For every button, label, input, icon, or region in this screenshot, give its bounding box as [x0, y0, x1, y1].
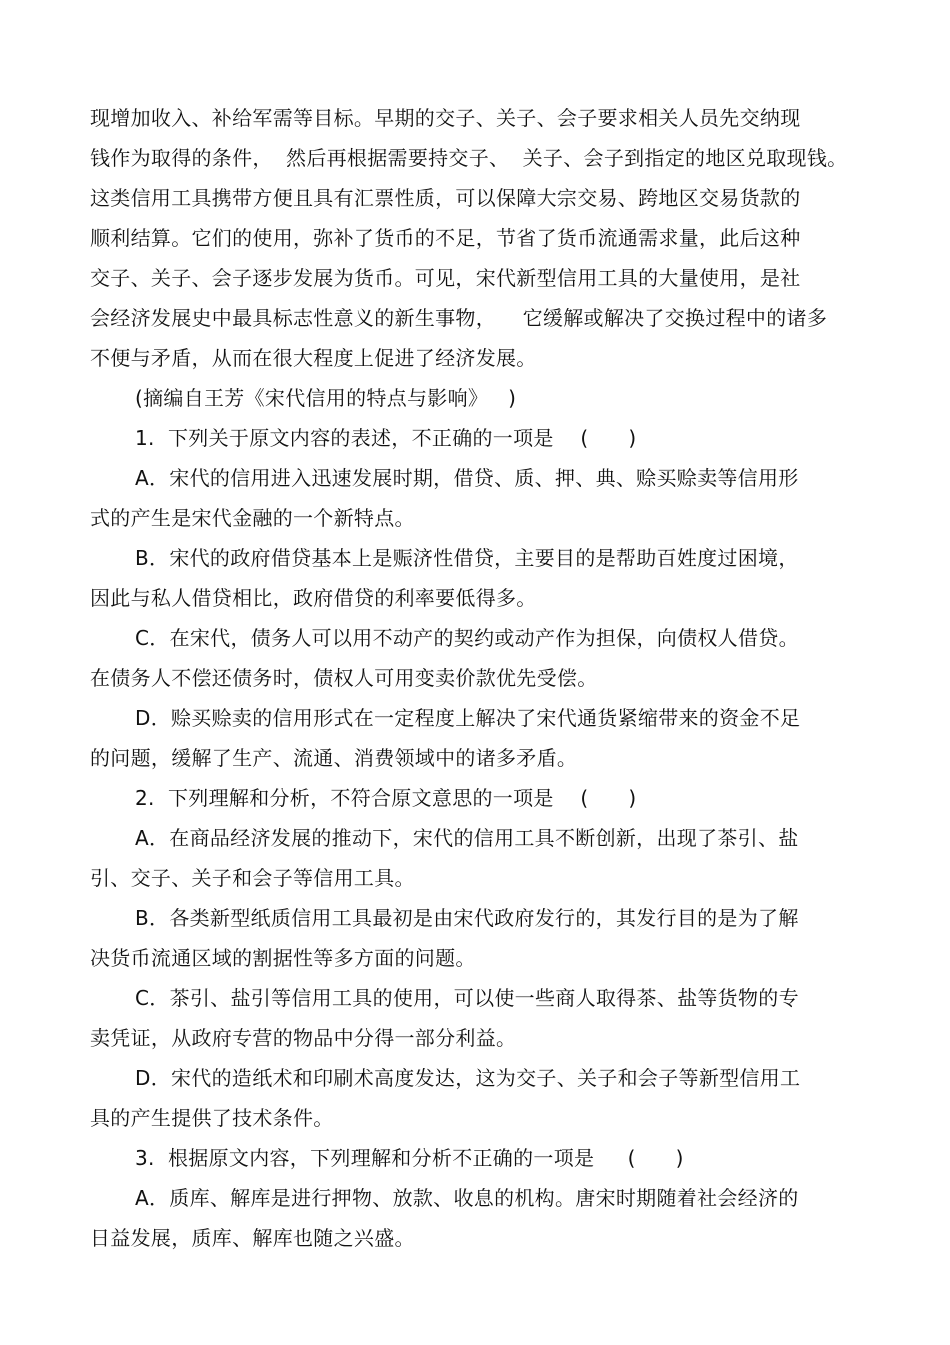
passage-line: 不便与矛盾，从而在很大程度上促进了经济发展。 [90, 346, 537, 370]
passage-line: 会经济发展史中最具标志性意义的新生事物， 它缓解或解决了交换过程中的诸多 [90, 306, 828, 330]
option-b-line-2: 决货币流通区域的割据性等多方面的问题。 [90, 946, 476, 970]
option-d-line-2: 的问题，缓解了生产、流通、消费领域中的诸多矛盾。 [90, 746, 578, 770]
source-citation: (摘编自王芳《宋代信用的特点与影响》 ) [135, 386, 517, 410]
option-a-line-1: A．宋代的信用进入迅速发展时期，借贷、质、押、典、赊买赊卖等信用形 [135, 466, 799, 490]
option-d-line-1: D．赊买赊卖的信用形式在一定程度上解决了宋代通货紧缩带来的资金不足 [135, 706, 801, 730]
option-a-line-1: A．在商品经济发展的推动下，宋代的信用工具不断创新，出现了茶引、盐 [135, 826, 799, 850]
option-c-line-1: C．茶引、盐引等信用工具的使用，可以使一些商人取得茶、盐等货物的专 [135, 986, 799, 1010]
option-a-line-2: 引、交子、关子和会子等信用工具。 [90, 866, 415, 890]
option-a-line-2: 式的产生是宋代金融的一个新特点。 [90, 506, 415, 530]
option-a-line-1: A．质库、解库是进行押物、放款、收息的机构。唐宋时期随着社会经济的 [135, 1186, 799, 1210]
passage-line: 钱作为取得的条件， 然后再根据需要持交子、 关子、会子到指定的地区兑取现钱。 [90, 146, 848, 170]
question-stem: 3. 根据原文内容，下列理解和分析不正确的一项是 ( ) [135, 1146, 684, 1170]
question-stem: 1. 下列关于原文内容的表述，不正确的一项是 ( ) [135, 426, 637, 450]
option-d-line-1: D．宋代的造纸术和印刷术高度发达，这为交子、关子和会子等新型信用工 [135, 1066, 801, 1090]
option-b-line-2: 因此与私人借贷相比，政府借贷的利率要低得多。 [90, 586, 537, 610]
option-a-line-2: 日益发展，质库、解库也随之兴盛。 [90, 1226, 415, 1250]
passage-line: 交子、关子、会子逐步发展为货币。可见，宋代新型信用工具的大量使用，是社 [90, 266, 801, 290]
option-c-line-2: 在债务人不偿还债务时，债权人可用变卖价款优先受偿。 [90, 666, 598, 690]
option-c-line-2: 卖凭证，从政府专营的物品中分得一部分利益。 [90, 1026, 517, 1050]
passage-line: 顺利结算。它们的使用，弥补了货币的不足，节省了货币流通需求量，此后这种 [90, 226, 801, 250]
passage-line: 这类信用工具携带方便且具有汇票性质，可以保障大宗交易、跨地区交易货款的 [90, 186, 801, 210]
option-d-line-2: 具的产生提供了技术条件。 [90, 1106, 334, 1130]
option-b-line-1: B．宋代的政府借贷基本上是赈济性借贷，主要目的是帮助百姓度过困境， [135, 546, 799, 570]
option-b-line-1: B．各类新型纸质信用工具最初是由宋代政府发行的，其发行目的是为了解 [135, 906, 799, 930]
option-c-line-1: C．在宋代，债务人可以用不动产的契约或动产作为担保，向债权人借贷。 [135, 626, 799, 650]
question-stem: 2. 下列理解和分析，不符合原文意思的一项是 ( ) [135, 786, 637, 810]
passage-line: 现增加收入、补给军需等目标。早期的交子、关子、会子要求相关人员先交纳现 [90, 106, 801, 130]
